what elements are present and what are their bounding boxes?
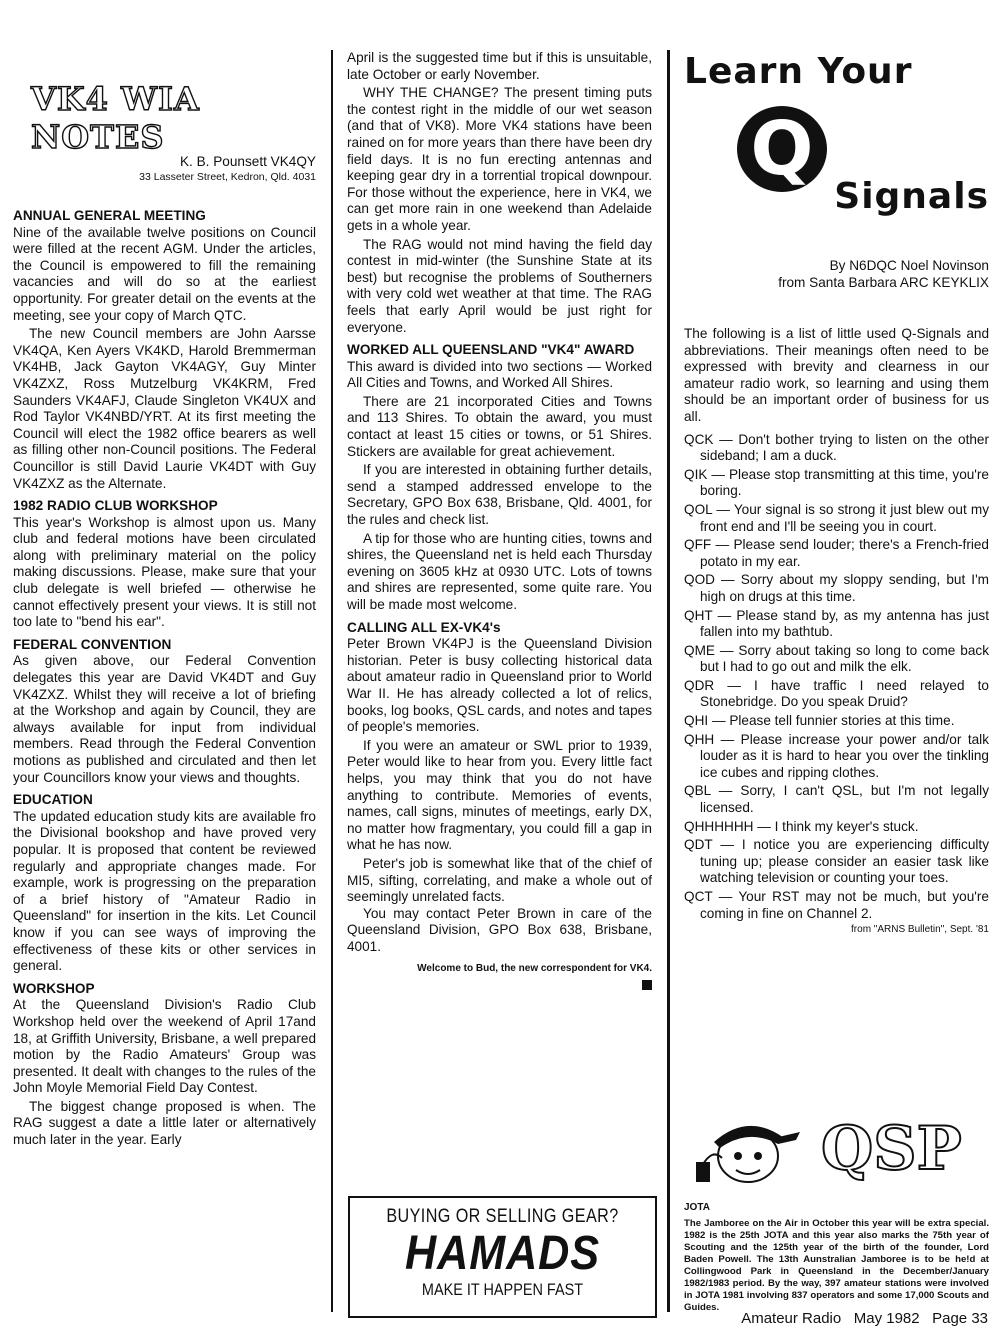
q-signal-item: QDT — I notice you are experiencing difficulty tuning up; please consider an easier task like watching television or counting your toes. [684,837,989,886]
q-signal-item: QFF — Please send louder; there's a French-fried potato in my ear. [684,537,989,569]
feature-title-q: Q [737,106,827,192]
paragraph: You may contact Peter Brown in care of the Queensland Division, GPO Box 638, Brisbane, 4001. [347,905,652,954]
paragraph: A tip for those who are hunting cities, towns and shires, the Queensland net is held each Thursday evening on 3605 kHz at 0930 UTC. Lots of towns and shires are represented, some quite rare. You will be made most welcome. [347,530,652,612]
page-footer: Amateur Radio May 1982 Page 33 [741,1310,988,1327]
paragraph: Peter Brown VK4PJ is the Queensland Division historian. Peter is busy collecting historical data about amateur radio in Queensland prior to World War II. He has already collected a lot of relics, books, log books, QSL cards, and notes and tapes of people's memories. [347,636,652,735]
section-heading: CALLING ALL EX-VK4's [347,619,501,635]
paragraph: If you were an amateur or SWL prior to 1939, Peter would like to hear from you. Every little fact helps, you may think that you do not have anything to contribute. Memories of events, names, call signs, minutes of meetings, early DX, no matter how fragmentary, you could fill a gap in what he has now. [347,737,652,853]
cartoon-character-illustration [692,1108,804,1188]
source-credit: from "ARNS Bulletin", Sept. '81 [851,924,989,936]
qsp-logo: QSP [821,1114,962,1184]
column-vk4-notes [13,0,316,1149]
column-continuation [347,50,652,990]
column-divider-1 [331,50,333,1312]
feature-title-top: Learn Your [684,51,913,92]
q-signal-item: QHT — Please stand by, as my antenna has just fallen into my bathtub. [684,607,989,640]
section-heading: ANNUAL GENERAL MEETING [13,208,206,223]
q-signal-item: QIK — Please stop transmitting at this time, you're boring. [684,466,989,499]
intro-paragraph: The following is a list of little used Q-Signals and abbreviations. Their meanings often need to be expressed with brevity and clearness in our amateur radio work, so learning and using them should be an important order of business for us all. [684,326,989,424]
byline-author: By N6DQC Noel Novinson [829,258,989,273]
jota-heading: JOTA [684,1202,710,1213]
paragraph: This award is divided into two sections — Worked All Cities and Towns, and Worked All Shires. [347,358,652,391]
masthead-title: VK4 WIA NOTES [31,80,200,156]
q-signal-item: QHHHHHH — I think my keyer's stuck. [684,818,919,834]
q-signal-item: QBL — Sorry, I can't QSL, but I'm not legally licensed. [684,783,989,816]
section-heading: EDUCATION [13,792,93,808]
end-mark [642,980,652,990]
column-q-signals [684,50,989,1313]
column-divider-2 [667,50,670,1312]
paragraph: The updated education study kits are available fro the Divisional bookshop and have proved very popular. It is proposed that content be reviewed regularly and appropriate changes made. For example, work is progressing on the preparation of a brief history of "Amateur Radio in Queensland" for insertion in the kits. Let Council know if you can see ways of improving the effectiveness of these kits or other services in general. [13,808,316,974]
advert-brand: HAMADS [405,1227,600,1280]
q-signal-list [684,326,989,935]
feature-byline [778,258,989,291]
byline-source: from Santa Barbara ARC KEYKLIX [778,274,989,290]
author-address: 33 Lasseter Street, Kedron, Qld. 4031 [139,171,316,183]
paragraph: This year's Workshop is almost upon us. Many club and federal motions have been circulated along with preliminary material on the policy making discussions. Please, make sure that your club delegate is well briefed — otherwise he cannot effectively present your views. It is still not too late to "bend his ear". [13,514,316,630]
hamads-advert [348,1196,657,1318]
paragraph: The new Council members are John Aarsse VK4QA, Ken Ayers VK4KD, Harold Bremmerman VK4HB, Jack Gayton VK4AGY, Guy Minter VK4ZXZ, Ross Mutzelburg VK4KRM, Fred Saunders VK4AFJ, Claude Singleton VK4UX and Rod Taylor VK4NBD/YRT. At its first meeting the Council will elect the 1982 office bearers as well as filling other non-Council positions. The Federal Councillor is still David Laurie VK4DT with Guy VK4ZXZ as the Alternate. [13,326,316,491]
jota-paragraph: The Jamboree on the Air in October this year will be extra special. 1982 is the 25th JOTA and this year also marks the 75th year of Scouting and the 125th year of the birth of the founder, Lord Baden Powell. The 13th Aunstralian Jamboree is to be he!d at Collingwood Park in Queensland in the December/January 1982/1983 period. By the way, 397 amateur stations were involved in JOTA 1981 involving 837 operators and some 17,000 Scouts and Guides. [684,1218,989,1313]
author-byline: K. B. Pounsett VK4QY [179,154,316,169]
paragraph: Peter's job is somewhat like that of the chief of MI5, sifting, correlating, and make a whole out of seemingly unrelated facts. [347,855,652,905]
feature-title-bottom: Signals [834,176,989,217]
paragraph: At the Queensland Division's Radio Club Workshop held over the weekend of April 17and 18, at Griffith University, Brisbane, a well prepared motion by the Radio Amateurs' Group was presented. It dealt with changes to the rules of the John Moyle Memorial Field Day Contest. [13,997,316,1096]
advert-slogan: MAKE IT HAPPEN FAST [421,1280,584,1299]
signoff-note: Welcome to Bud, the new correspondent for VK4. [417,963,652,975]
paragraph: April is the suggested time but if this is unsuitable, late October or early November. [347,50,652,82]
paragraph: As given above, our Federal Convention delegates this year are David VK4DT and Guy VK4ZXZ. Whilst they will receive a lot of briefing at the Workshop and again by Council, they are always available for input from individual members. Read through the Federal Convention motions as published and circulated and then let your Councillors know your views and thoughts. [13,653,316,785]
advert-tagline: BUYING OR SELLING GEAR? [386,1206,619,1227]
q-signal-item: QCT — Your RST may not be much, but you're coming in fine on Channel 2. [684,889,989,921]
paragraph: There are 21 incorporated Cities and Towns and 113 Shires. To obtain the award, you must contact at least 15 cities or towns, or 51 Shires. Stickers are available for great achievement. [347,393,652,459]
q-signal-item: QOD — Sorry about my sloppy sending, but I'm high on drugs at this time. [684,572,989,604]
q-signal-item: QCK — Don't bother trying to listen on the other sideband; I am a duck. [684,431,989,464]
q-signal-item: QHI — Please tell funnier stories at this time. [684,713,955,729]
paragraph: Nine of the available twelve positions on Council were filled at the recent AGM. Under the articles, the Council is empowered to fill the remaining vacancies and will do so at the earliest opportunity. For greater detail on the events at the meeting, see your copy of March QTC. [13,224,316,323]
paragraph: WHY THE CHANGE? The present timing puts the contest right in the middle of our wet season (and that of VK8). More VK4 stations have been rained on for more years than there have been dry field days. It is no fun erecting antennas and keeping gear dry in a torrential tropical downpour. For those without the experience, here in VK4, we can get more rain in one weekend than Adelaide gets in a whole year. [347,85,652,233]
section-heading: WORKSHOP [13,980,95,996]
paragraph: The RAG would not mind having the field day contest in mid-winter (the Sunshine State at its best) but recognise the problems of Southerners with very cold wet weather at that time. The RAG feels that early April would be just right for everyone. [347,236,652,335]
q-signal-item: QHH — Please increase your power and/or talk louder as it is hard to hear you over the tinkling ice cubes and ripping clothes. [684,731,989,780]
paragraph: If you are interested in obtaining further details, send a stamped addressed envelope to the Secretary, GPO Box 638, Brisbane, Qld. 4001, for the rules and check list. [347,462,652,528]
q-signal-item: QME — Sorry about taking so long to come back but I had to go out and milk the elk. [684,642,989,675]
section-heading: 1982 RADIO CLUB WORKSHOP [13,498,218,514]
q-signal-item: QOL — Your signal is so strong it just blew out my front end and I'll be seeing you in court. [684,501,989,534]
q-signal-item: QDR — I have traffic I need relayed to Stonebridge. Do you speak Druid? [684,677,989,710]
section-heading: FEDERAL CONVENTION [13,636,172,652]
paragraph: The biggest change proposed is when. The RAG suggest a date a little later or alternatively much later in the year. Early [13,1098,316,1148]
section-heading: WORKED ALL QUEENSLAND "VK4" AWARD [347,342,635,358]
